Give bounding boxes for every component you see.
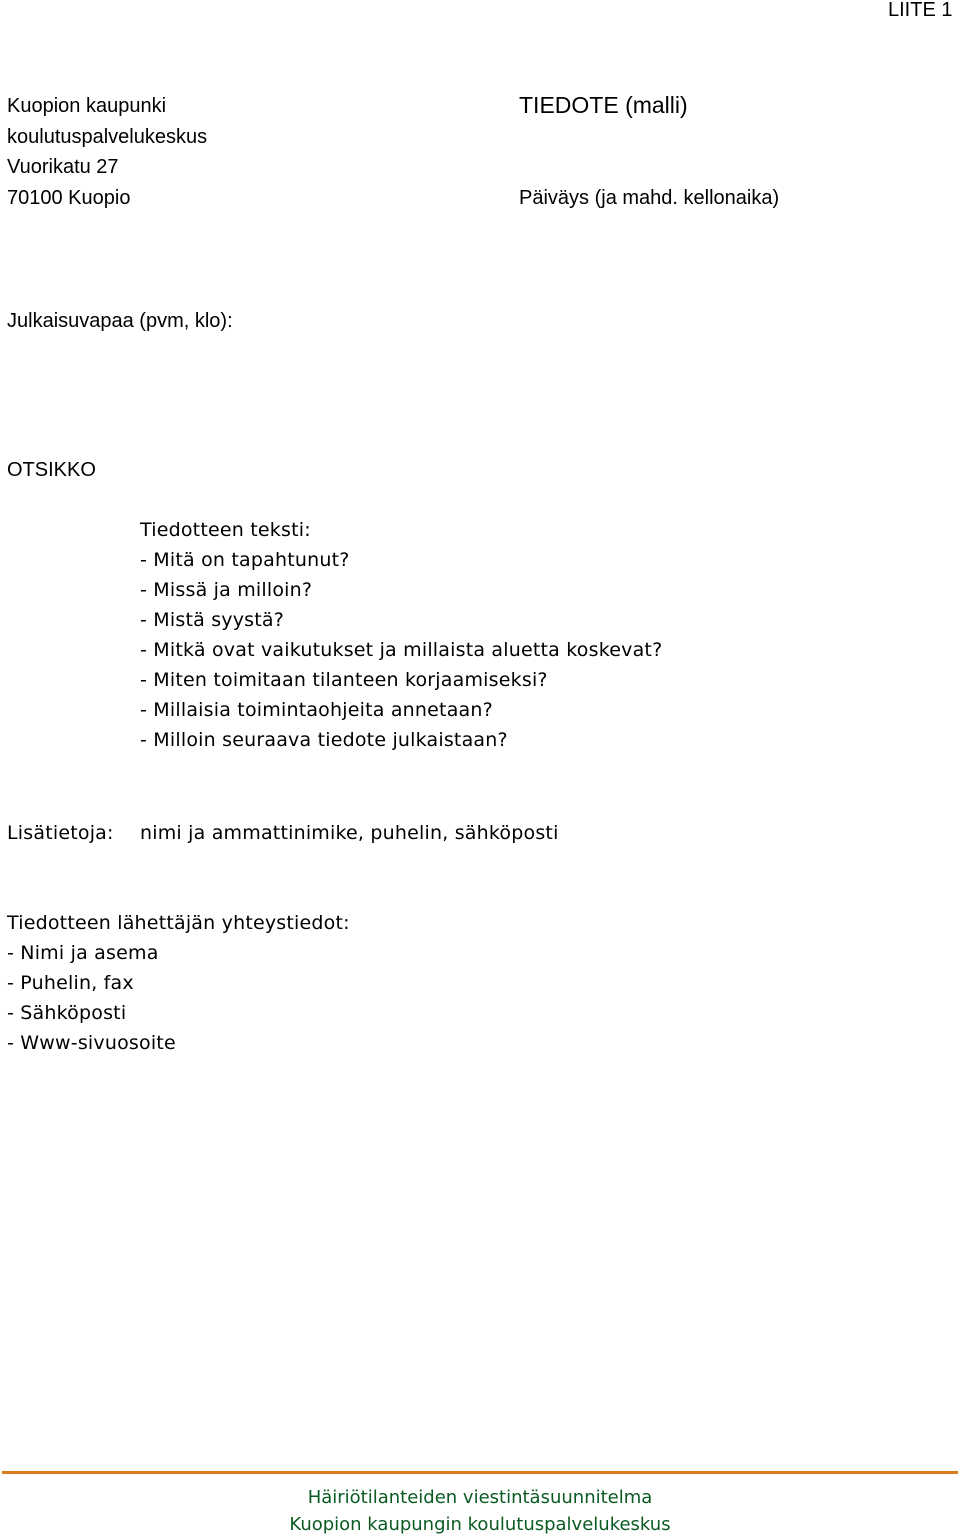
document-title-suffix: (malli) (625, 92, 688, 118)
sender-contact-block (7, 908, 350, 1058)
body-heading: Tiedotteen teksti: (140, 519, 311, 541)
footer-divider (2, 1471, 958, 1474)
footer-organization: Kuopion kaupungin koulutuspalvelukeskus (289, 1514, 671, 1535)
sender-contact-item: - Www-sivuosoite (7, 1032, 176, 1054)
sender-line-unit: koulutuspalvelukeskus (7, 125, 208, 148)
sender-contact-item: - Sähköposti (7, 1002, 127, 1024)
sender-line-street: Vuorikatu 27 (7, 156, 119, 178)
more-info-label: Lisätietoja: (7, 822, 114, 844)
sender-line-postal: 70100 Kuopio (7, 186, 131, 209)
release-label: Julkaisuvapaa (pvm, klo): (7, 310, 233, 332)
sender-contact-item: - Nimi ja asema (7, 942, 159, 964)
more-info-value: nimi ja ammattinimike, puhelin, sähköposti (140, 822, 559, 844)
body-question: - Missä ja milloin? (140, 579, 313, 601)
body-question: - Mistä syystä? (140, 609, 285, 631)
sender-address (7, 91, 207, 213)
document-title-main: TIEDOTE (519, 92, 619, 118)
date-line: Päiväys (ja mahd. kellonaika) (519, 187, 780, 209)
document-title (519, 89, 688, 121)
headline-label: OTSIKKO (7, 459, 96, 481)
body-question: - Milloin seuraava tiedote julkaistaan? (140, 729, 508, 751)
body-question: - Mitkä ovat vaikutukset ja millaista aluetta koskevat? (140, 639, 663, 661)
footer-plan-title: Häiriötilanteiden viestintäsuunnitelma (307, 1487, 653, 1508)
sender-contact-heading: Tiedotteen lähettäjän yhteystiedot: (7, 912, 350, 934)
sender-line-organization: Kuopion kaupunki (7, 95, 167, 117)
body-question: - Mitä on tapahtunut? (140, 549, 350, 571)
body-text-block (140, 515, 662, 755)
sender-contact-item: - Puhelin, fax (7, 972, 134, 994)
body-question: - Millaisia toimintaohjeita annetaan? (140, 699, 493, 721)
attachment-label: LIITE 1 (888, 0, 953, 21)
body-question: - Miten toimitaan tilanteen korjaamiseksi? (140, 669, 548, 691)
